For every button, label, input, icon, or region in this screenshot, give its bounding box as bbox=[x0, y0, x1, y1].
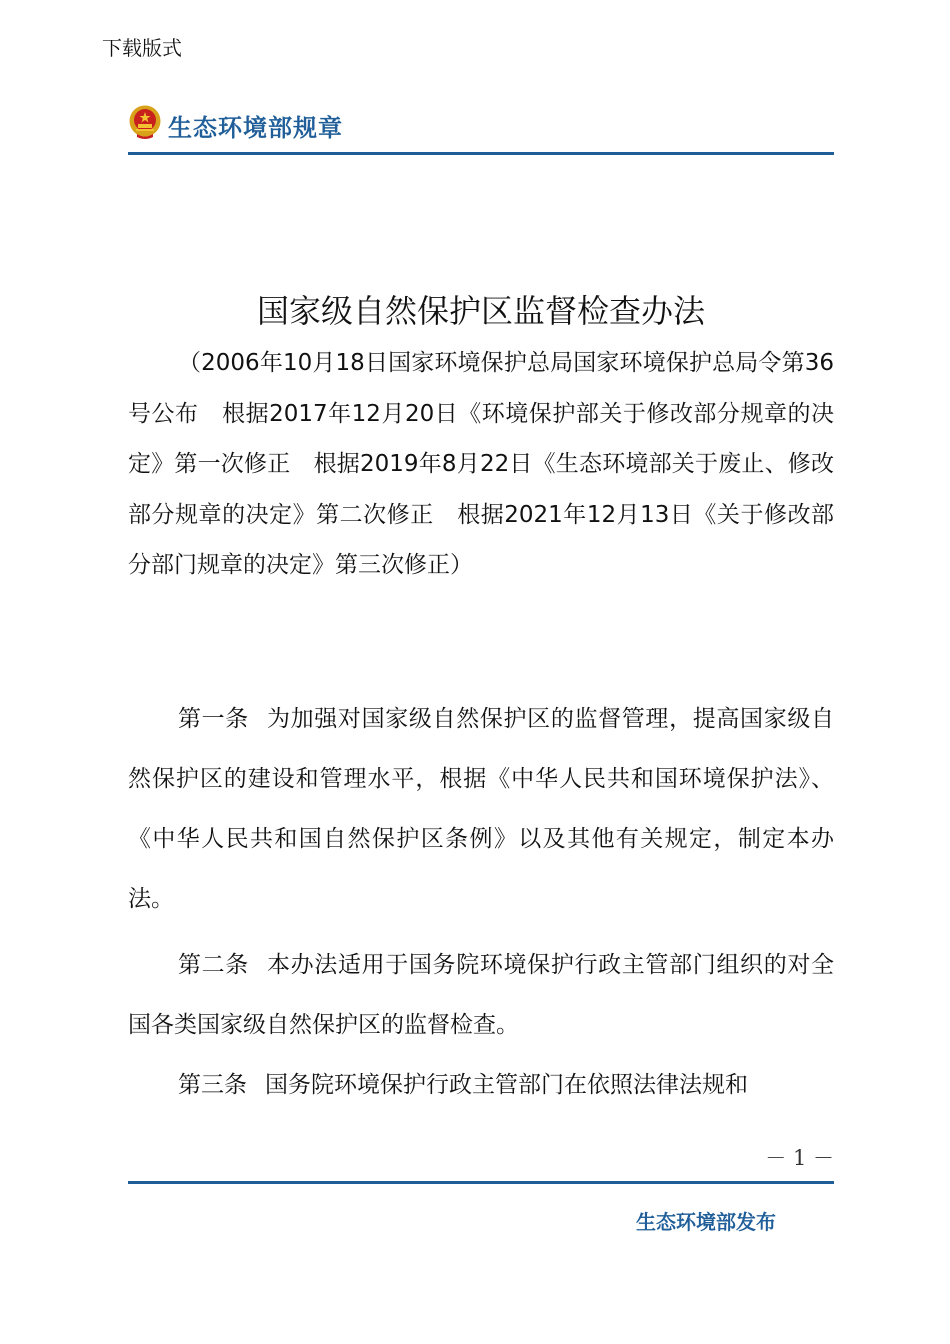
header-divider bbox=[128, 152, 834, 155]
article-3 bbox=[128, 1055, 834, 1115]
page-header bbox=[128, 104, 834, 156]
article-label: 第二条 bbox=[178, 952, 249, 978]
article-1 bbox=[128, 689, 834, 929]
download-format-link[interactable]: 下载版式 bbox=[102, 36, 182, 60]
national-emblem-icon bbox=[128, 104, 162, 140]
amendment-note: （2006年10月18日国家环境保护总局国家环境保护总局令第36号公布 根据2017年12月20日《环境保护部关于修改部分规章的决定》第一次修正 根据2019年8月22日《生态环境部关于废止、修改部分规章的决定》第二次修正 根据2021年12月13日《关于修改部分部门规章的决定》第三次修正） bbox=[128, 350, 834, 578]
article-label: 第三条 bbox=[178, 1072, 247, 1098]
header-title: 生态环境部规章 bbox=[168, 114, 343, 142]
footer-divider bbox=[128, 1181, 834, 1184]
article-text: 本办法适用于国务院环境保护行政主管部门组织的对全国各类国家级自然保护区的监督检查。 bbox=[128, 952, 835, 1038]
publisher-label: 生态环境部发布 bbox=[636, 1210, 776, 1234]
article-text: 为加强对国家级自然保护区的监督管理，提高国家级自然保护区的建设和管理水平，根据《中华人民共和国环境保护法》、《中华人民共和国自然保护区条例》以及其他有关规定，制定本办法。 bbox=[128, 706, 835, 912]
article-label: 第一条 bbox=[178, 706, 249, 732]
page-number: － 1 － bbox=[765, 1146, 834, 1170]
article-2 bbox=[128, 935, 834, 1055]
article-text: 国务院环境保护行政主管部门在依照法律法规和 bbox=[265, 1072, 748, 1098]
document-title: 国家级自然保护区监督检查办法 bbox=[256, 292, 705, 330]
